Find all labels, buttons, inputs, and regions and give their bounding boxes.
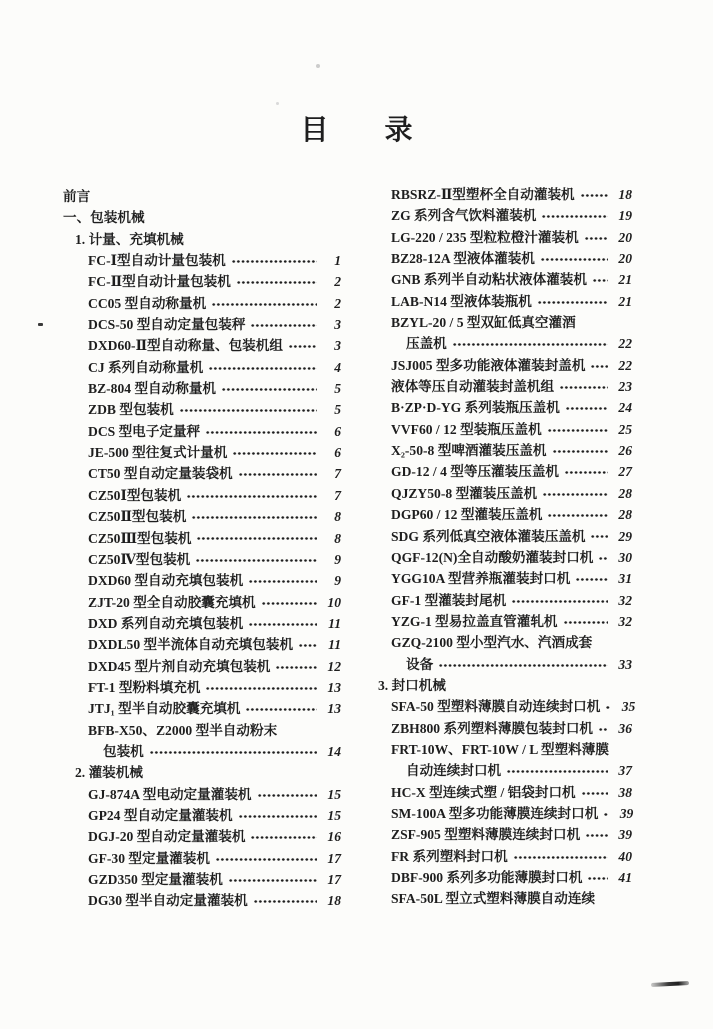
entry-text: YZG-1 型易拉盖直管灌轧机 [391,613,558,629]
toc-entry [63,485,341,506]
entry-text: BFB-X50、Z2000 型半自动粉末 [88,722,278,738]
entry-text: QJZY50-8 型灌装压盖机 [391,485,538,501]
dot-leader [249,580,317,583]
page-number: 18 [618,187,632,202]
scan-speck [276,102,279,105]
page-number: 21 [618,293,632,309]
toc-entry [366,824,632,845]
toc-left-column [63,186,341,912]
page-number: 18 [327,893,341,909]
toc-entry [63,869,341,890]
page-number: 20 [618,229,632,245]
toc-entry [366,590,632,611]
toc-entry [63,335,341,356]
entry-text: JSJ005 型多功能液体灌装封盖机 [391,357,586,373]
dot-leader [543,493,608,496]
dot-leader [585,237,608,240]
dot-leader [197,537,317,540]
dot-leader [553,450,609,453]
toc-entry [366,867,632,888]
dot-leader [299,644,317,647]
dot-leader [289,345,317,348]
entry-text: GF-1 型灌装封尾机 [391,592,507,608]
entry-text: 压盖机 [406,336,447,352]
page-number: 17 [327,850,341,866]
dot-leader [541,258,608,261]
toc-entry-continuation [63,741,341,762]
toc-entry [366,504,632,525]
toc-section-heading [63,762,341,783]
entry-text: FR 系列塑料封口机 [391,848,508,864]
dot-leader [239,473,317,476]
toc-entry [63,421,341,442]
page-number: 2 [334,274,341,290]
toc-entry [366,483,632,504]
page-title: 目 录 [300,115,413,146]
toc-entry [366,846,632,867]
entry-text: DXD 系列自动充填包装机 [88,615,244,631]
toc-entry [63,463,341,484]
toc-entry [63,720,341,741]
dot-leader [192,516,317,519]
toc-entry [366,355,632,376]
page-number: 7 [334,487,341,503]
entry-text: GD-12 / 4 型等压灌装压盖机 [391,464,560,480]
dot-leader [222,388,317,391]
entry-text: 设备 [406,656,434,672]
toc-entry [366,739,632,760]
toc-entry [63,549,341,570]
scan-speck [38,323,43,326]
entry-text: RBSRZ-Ⅱ型塑杯全自动灌装机 [391,187,575,202]
page-number: 11 [328,615,341,631]
entry-text: DXD45 型片剂自动充填包装机 [88,658,271,674]
page-number: 1 [334,253,341,269]
dot-leader [239,815,317,818]
page-number: 22 [618,357,632,373]
dot-leader [439,664,608,667]
dot-leader [564,621,608,624]
entry-text: SFA-50 型塑料薄膜自动连续封口机 [391,699,601,715]
dot-leader [566,407,608,410]
page-number: 39 [618,827,632,843]
dot-leader [512,600,608,603]
dot-leader [209,367,317,370]
dot-leader [212,303,317,306]
page-number: 12 [327,658,341,674]
toc-entry [366,568,632,589]
entry-text: GJ-874A 型电动定量灌装机 [88,786,252,802]
toc-section-heading [63,207,341,228]
dot-leader [588,877,608,880]
toc-entry [63,698,341,719]
entry-text: FC-Ⅰ型自动计量包装机 [88,253,226,269]
page-number: 19 [618,208,632,224]
toc-entry [63,378,341,399]
toc-entry [366,611,632,632]
toc-entry [63,314,341,335]
dot-leader [591,535,608,538]
dot-leader [593,279,608,282]
entry-text: CJ 系列自动称量机 [88,359,204,375]
toc-section-heading [366,675,632,696]
toc-entry [366,291,632,312]
entry-text: DGP60 / 12 型灌装压盖机 [391,507,543,523]
toc-entry [366,227,632,248]
page-number: 20 [618,251,632,267]
entry-text: SM-100A 型多功能薄膜连续封口机 [391,805,599,821]
toc-entry-continuation [366,654,632,675]
toc-entry [63,271,341,292]
page-number: 33 [618,656,632,672]
scan-smudge [651,981,689,986]
dot-leader [560,386,608,389]
toc-entry [63,357,341,378]
dot-leader [606,706,611,709]
page-number: 27 [618,464,632,480]
entry-text: ZG 系列含气饮料灌装机 [391,208,537,224]
dot-leader [604,813,609,816]
page-number: 15 [327,807,341,823]
toc-entry [63,399,341,420]
toc-entry [366,888,632,909]
page-number: 2 [334,295,341,311]
page-number: 21 [618,272,632,288]
entry-text: VVF60 / 12 型装瓶压盖机 [391,421,542,437]
page-number: 32 [618,592,632,608]
toc-entry [63,250,341,271]
entry-text: DBF-900 系列多功能薄膜封口机 [391,870,583,885]
entry-text: 1. 计量、充填机械 [75,231,184,247]
page-number: 28 [618,507,632,523]
toc-entry [366,440,632,461]
toc-entry [63,442,341,463]
dot-leader [206,687,317,690]
page-number: 17 [327,872,341,887]
entry-text: ZSF-905 型塑料薄膜连续封口机 [391,827,581,843]
page-number: 23 [618,379,632,395]
page-number: 26 [618,443,632,459]
entry-text: DXD60-Ⅱ型自动称量、包装机组 [88,338,283,354]
entry-text: GF-30 型定量灌装机 [88,850,210,866]
toc-entry [366,547,632,568]
toc-entry [366,269,632,290]
toc-entry [366,718,632,739]
page-number: 9 [334,573,341,589]
page-number: 14 [327,743,341,759]
page-number: 8 [334,530,341,546]
entry-text: QGF-12(N)全自动酸奶灌装封口机 [391,549,594,565]
dot-leader [180,409,317,412]
page-number: 3 [334,338,341,354]
toc-entry [63,805,341,826]
page-number: 40 [618,848,632,864]
dot-leader [150,751,317,754]
dot-leader [591,365,608,368]
page-number: 37 [618,763,632,779]
toc-entry [63,848,341,869]
toc-entry [366,803,632,824]
toc-entry [63,293,341,314]
entry-text: DCS 型电子定量秤 [88,423,201,439]
dot-leader [581,194,608,197]
toc-entry [366,205,632,226]
toc-entry [366,782,632,803]
page-number: 5 [334,402,341,418]
toc-entry-continuation [366,760,632,781]
entry-text: ZJT-20 型全自动胶囊充填机 [88,594,256,610]
page-number: 13 [327,701,341,717]
entry-text: DCS-50 型自动定量包装秤 [88,317,246,333]
dot-leader [276,666,317,669]
entry-text: GZD350 型定量灌装机 [88,872,223,887]
entry-text: GP24 型自动定量灌装机 [88,807,233,823]
page-number: 10 [327,594,341,610]
dot-leader [216,858,317,861]
page-number: 38 [618,784,632,800]
entry-text: JTJ₁ 型半自动胶囊充填机 [88,701,241,717]
dot-leader [249,623,317,626]
page-number: 6 [334,445,341,461]
page-number: 3 [334,317,341,333]
dot-leader [187,495,317,498]
toc-entry [63,826,341,847]
dot-leader [254,900,317,903]
toc-entry [63,613,341,634]
entry-text: SFA-50L 型立式塑料薄膜自动连续 [391,891,596,907]
entry-text: CZ50Ⅳ型包装机 [88,551,191,567]
toc-entry [366,376,632,397]
entry-text: CT50 型自动定量装袋机 [88,466,233,482]
entry-text: DG30 型半自动定量灌装机 [88,893,248,909]
dot-leader [582,792,608,795]
dot-leader [548,429,608,432]
page-number: 36 [618,720,632,736]
toc-entry [366,419,632,440]
dot-leader [229,879,317,882]
dot-leader [599,728,608,731]
page-number: 4 [334,359,341,375]
entry-text: GNB 系列半自动粘状液体灌装机 [391,272,587,288]
entry-text: ZBH800 系列塑料薄膜包装封口机 [391,720,594,736]
page-number: 11 [328,637,341,653]
dot-leader [258,794,317,797]
page-number: 29 [618,528,632,544]
entry-text: 一、包装机械 [63,210,145,226]
entry-text: LAB-N14 型液体装瓶机 [391,293,532,309]
page-number: 25 [618,421,632,437]
dot-leader [233,452,317,455]
scan-speck [316,64,320,68]
toc-right-column [366,184,636,910]
toc-entry [63,592,341,613]
page-number: 35 [621,699,636,715]
toc-entry [366,526,632,547]
page-number: 15 [327,786,341,802]
page-number: 8 [334,509,341,525]
entry-text: 自动连续封口机 [406,763,502,779]
page-number: 9 [334,551,341,567]
toc-entry [366,632,632,653]
toc-entry [63,570,341,591]
entry-text: CZ50Ⅰ型包装机 [88,487,182,503]
page-number: 28 [618,485,632,501]
entry-text: FT-1 型粉料填充机 [88,679,201,695]
entry-text: ZDB 型包装机 [88,402,174,418]
dot-leader [206,431,317,434]
entry-text: 包装机 [103,743,144,759]
page-number: 7 [334,466,341,482]
entry-text: 3. 封口机械 [378,677,446,693]
entry-text: BZ-804 型自动称量机 [88,381,217,397]
page-number: 6 [334,423,341,439]
toc-section-heading [63,229,341,250]
dot-leader [251,836,317,839]
dot-leader [576,578,608,581]
toc-entry [63,677,341,698]
page-number: 22 [618,336,632,352]
dot-leader [565,471,608,474]
entry-text: 前言 [63,189,91,204]
dot-leader [237,281,317,284]
dot-leader [514,856,608,859]
toc-entry [63,656,341,677]
toc-entry [366,461,632,482]
toc-entry [63,506,341,527]
toc-entry [366,184,632,205]
entry-text: FRT-10W、FRT-10W / L 型塑料薄膜 [391,741,609,757]
entry-text: B·ZP·D-YG 系列装瓶压盖机 [391,400,560,416]
page-number: 31 [618,571,632,587]
entry-text: JE-500 型往复式计量机 [88,445,228,461]
toc-entry [63,634,341,655]
dot-leader [453,343,608,346]
entry-text: FC-Ⅱ型自动计量包装机 [88,274,231,290]
dot-leader [232,260,317,263]
entry-text: GZQ-2100 型小型汽水、汽酒成套 [391,635,593,651]
toc-entry [366,248,632,269]
toc-entry [63,784,341,805]
page-number: 39 [619,805,634,821]
toc-section-heading [63,186,341,207]
entry-text: X₂-50-8 型啤酒灌装压盖机 [391,443,547,459]
entry-text: CZ50Ⅱ型包装机 [88,509,187,525]
entry-text: HC-X 型连续式塑 / 铝袋封口机 [391,784,576,800]
entry-text: YGG10A 型营养瓶灌装封口机 [391,571,571,587]
dot-leader [246,708,317,711]
page-number: 32 [618,613,632,629]
page-number: 16 [327,829,341,845]
toc-entry-continuation [366,333,632,354]
dot-leader [538,301,608,304]
entry-text: CZ50Ⅲ型包装机 [88,530,192,546]
page-number: 13 [327,679,341,695]
toc-entry [366,312,632,333]
dot-leader [507,770,608,773]
entry-text: SDG 系列低真空液体灌装压盖机 [391,528,586,544]
entry-text: CC05 型自动称量机 [88,295,207,311]
entry-text: 液体等压自动灌装封盖机组 [391,379,555,395]
dot-leader [196,559,317,562]
page-number: 41 [618,870,632,885]
entry-text: DXD60 型自动充填包装机 [88,573,244,589]
entry-text: LG-220 / 235 型粒粒橙汁灌装机 [391,229,579,245]
page-number: 30 [618,549,632,565]
entry-text: DGJ-20 型自动定量灌装机 [88,829,246,845]
page-number: 24 [618,400,632,416]
dot-leader [542,215,608,218]
dot-leader [586,834,608,837]
toc-entry [366,696,636,717]
toc-entry [366,397,632,418]
dot-leader [599,557,608,560]
page-number: 5 [334,381,341,397]
entry-text: DXDL50 型半流体自动充填包装机 [88,637,294,653]
dot-leader [262,602,317,605]
dot-leader [548,514,608,517]
entry-text: 2. 灌装机械 [75,765,143,781]
entry-text: BZ28-12A 型液体灌装机 [391,251,535,267]
dot-leader [251,324,317,327]
toc-entry [63,890,341,911]
toc-entry [63,528,341,549]
entry-text: BZYL-20 / 5 型双缸低真空灌酒 [391,315,576,331]
